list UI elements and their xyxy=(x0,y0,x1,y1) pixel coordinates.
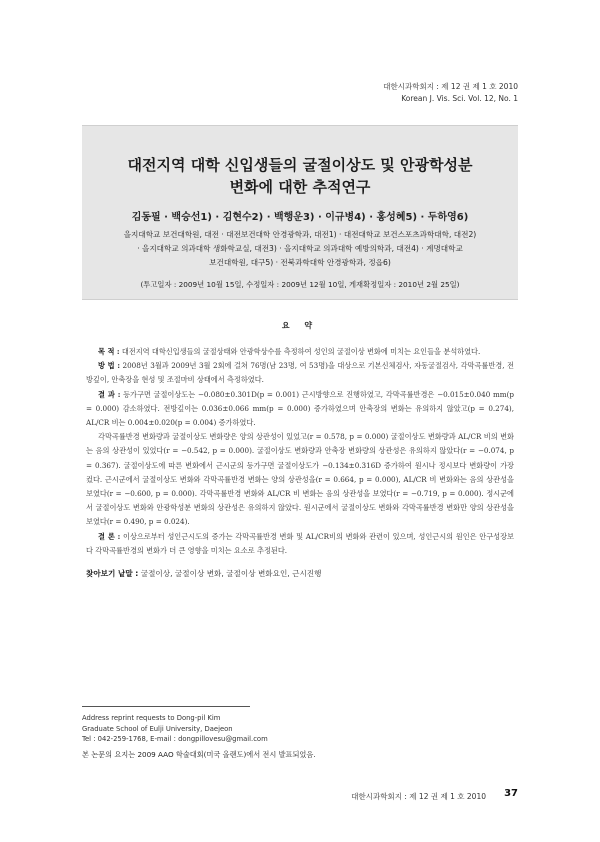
footnote-contact: Tel : 042-259-1768, E-mail : dongpillovesu@gmail.com xyxy=(82,735,268,743)
section-label: 결 론 : xyxy=(98,531,121,541)
keywords-text: 굴절이상, 굴절이상 변화, 굴절이상 변화요인, 근시진행 xyxy=(140,569,322,578)
footnote-presentation-note: 본 논문의 요지는 2009 AAO 학술대회(미국 올랜도)에서 전시 발표되었음. xyxy=(82,749,316,759)
section-text: 등가구면 굴절이상도는 −0.080±0.301D(p = 0.001) 근시방향으로 진행하였고, 각막곡률반경은 −0.015±0.040 mm(p = 0.000) 감소하였다. 전방깊이는 0.036±0.066 mm(p = 0.000) 증가하였으며 안축장의 변화는 유의하지 않았고(p = 0.274), AL/CR 비는 0.004±0.020(p = 0.004) 증가하였다. xyxy=(86,389,514,428)
journal-header xyxy=(383,81,518,105)
abstract-conclusion xyxy=(86,530,514,558)
section-label: 결 과 : xyxy=(98,389,121,399)
footnote xyxy=(82,713,502,760)
section-label: 방 법 : xyxy=(98,361,120,371)
section-text: 2008년 3월과 2009년 3월 2회에 걸쳐 76명(남 23명, 여 53명)을 대상으로 기본신체검사, 자동굴절검사, 각막곡률반경, 전방깊이, 안축장을 현성 및 조절마비 상태에서 측정하였다. xyxy=(86,361,514,385)
paper-title-line-1: 대전지역 대학 신입생들의 굴절이상도 및 안광학성분 xyxy=(127,156,473,174)
author-list: 김동필 · 백승선1) · 김현수2) · 백행운3) · 이규병4) · 홍성혜5) · 두하영6) xyxy=(131,212,469,223)
submission-dates: (투고일자 : 2009년 10월 15일, 수정일자 : 2009년 12월 10일, 게재확정일자 : 2010년 2월 25일) xyxy=(140,280,460,289)
affiliation-line-1: 을지대학교 보건대학원, 대전 · 대전보건대학 안경광학과, 대전1) · 대전대학교 보건스포츠과학대학, 대전2) xyxy=(123,230,477,239)
abstract-body xyxy=(86,345,514,558)
page-number: 37 xyxy=(504,788,518,799)
affiliation-line-2: · 을지대학교 의과대학 생화학교실, 대전3) · 을지대학교 의과대학 예방의학과, 대전4) · 계명대학교 xyxy=(137,244,463,253)
page-footer xyxy=(82,789,518,803)
journal-header-english: Korean J. Vis. Sci. Vol. 12, No. 1 xyxy=(401,94,518,103)
title-block xyxy=(82,125,518,300)
paper-title-line-2: 변화에 대한 추적연구 xyxy=(229,178,371,196)
abstract-purpose xyxy=(86,345,514,359)
abstract-results xyxy=(86,388,514,431)
section-text: 이상으로부터 성인근시도의 증가는 각막곡률반경 변화 및 AL/CR비의 변화와 관련이 있으며, 성인근시의 원인은 안구성장보다 각막곡률반경의 변화가 더 큰 영향을 미치는 요소로 추정된다. xyxy=(86,531,514,555)
affiliation-line-3: 보건대학원, 대구5) · 전북과학대학 안경광학과, 정읍6) xyxy=(209,258,391,267)
abstract-results-continued xyxy=(86,430,514,529)
keywords xyxy=(86,568,514,580)
section-text: 대전지역 대학신입생들의 굴절상태와 안광학상수를 측정하여 성인의 굴절이상 변화에 미치는 요인들을 분석하였다. xyxy=(121,347,481,356)
journal-header-korean: 대한시과학회지 : 제 12 권 제 1 호 2010 xyxy=(383,82,518,91)
section-label: 목 적 : xyxy=(98,347,120,356)
abstract-methods xyxy=(86,359,514,387)
footnote-address: Address reprint requests to Dong-pil Kim xyxy=(82,714,221,722)
footnote-divider xyxy=(82,706,250,707)
keywords-label: 찾아보기 낱말 : xyxy=(86,569,139,578)
abstract-heading: 요 약 xyxy=(281,321,319,330)
footnote-institution: Graduate School of Eulji University, Daejeon xyxy=(82,724,233,733)
footer-journal: 대한시과학회지 : 제 12 권 제 1 호 2010 xyxy=(351,792,486,801)
paper-title xyxy=(82,154,518,198)
section-text: 각막곡률반경 변화량과 굴절이상도 변화량은 양의 상관성이 있었고(r = 0.578, p = 0.000) 굴절이상도 변화량과 AL/CR 비의 변화는 음의 상관성이 있었다(r = −0.542, p = 0.000). 굴절이상도 변화량과 안축장 변화량의 상관성은 유의하지 않았다(r = −0.074, p = 0.367). 굴절이상도에 따른 변화에서 근시군의 등가구면 굴절이상도가 −0.134±0.316D 증가하여 원시나 정시보다 변화량이 가장 컸다. 근시군에서 굴절이상도 변화와 각막곡률반경 변화는 양의 상관성을(r = 0.664, p = 0.000), AL/CR 비 변화와는 음의 상관성을 보였다(r = −0.600, p = 0.000). 각막곡률반경 변화와 AL/CR 비 변화는 음의 상관성을 보였다(r = −0.719, p = 0.000). 정시군에서 굴절이상도 변화와 안광학성분 변화의 상관성은 유의하지 않았다. 원시군에서 굴절이상도 변화와 각막곡률반경 변화만 양의 상관성을 보였다(r = 0.490, p = 0.024). xyxy=(86,432,514,527)
affiliations xyxy=(92,228,508,270)
